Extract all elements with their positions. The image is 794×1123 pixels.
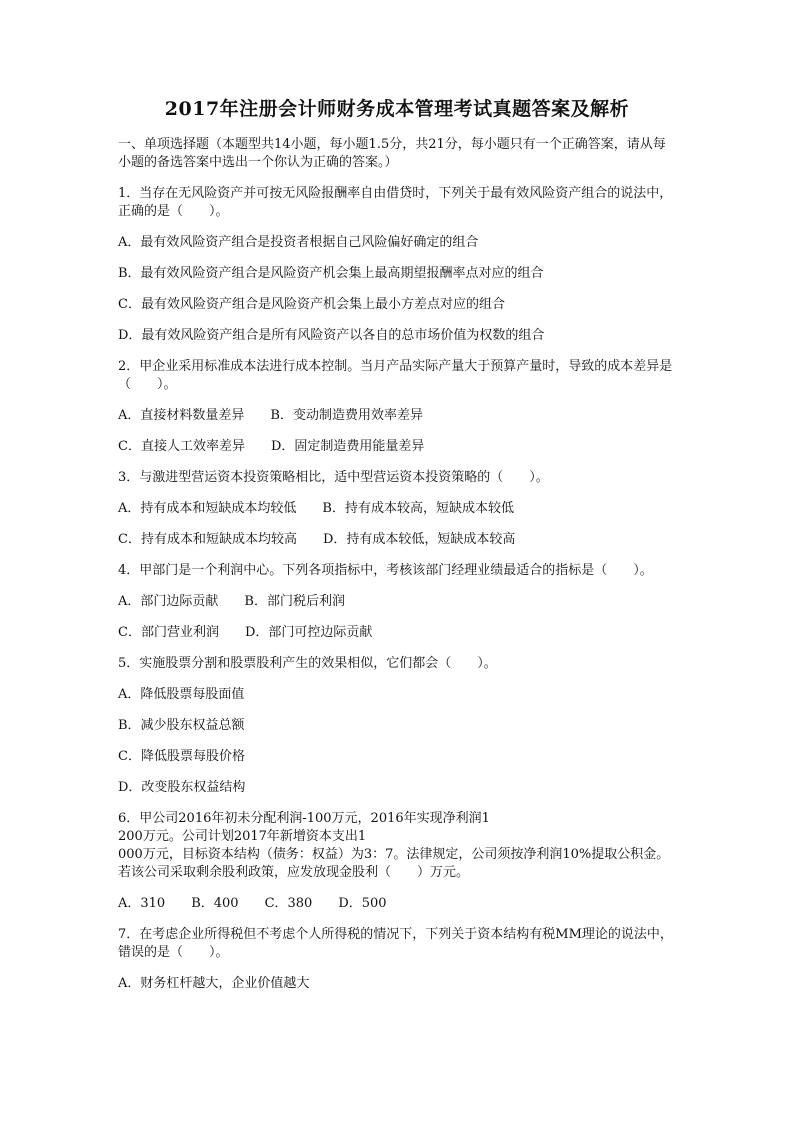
paragraph: 3．与激进型营运资本投资策略相比，适中型营运资本投资策略的（ ）。	[118, 470, 549, 485]
paragraph: A．财务杠杆越大，企业价值越大	[118, 976, 310, 991]
paragraph: A．持有成本和短缺成本均较低 B．持有成本较高，短缺成本较低	[118, 501, 514, 516]
section-intro: 一、单项选择题（本题型共14小题，每小题1.5分，共21分，每小题只有一个正确答案，请从每小题的备选答案中选出一个你认为正确的答案。）	[118, 137, 666, 170]
paragraph-q6-line: 200万元。公司计划2017年新增资本支出1	[118, 829, 367, 844]
paragraph: D．改变股东权益结构	[118, 780, 246, 795]
paragraph: 2．甲企业采用标准成本法进行成本控制。当月产品实际产量大于预算产量时，导致的成本差异是（ ）。	[118, 359, 673, 392]
paragraph: A．最有效风险资产组合是投资者根据自己风险偏好确定的组合	[118, 235, 479, 250]
paragraph: A．310 B．400 C．380 D．500	[118, 896, 387, 911]
paragraph: B．最有效风险资产组合是风险资产机会集上最高期望报酬率点对应的组合	[118, 266, 544, 281]
paragraph: C．降低股票每股价格	[118, 749, 245, 764]
paragraph: 5．实施股票分割和股票股利产生的效果相似，它们都会（ ）。	[118, 656, 497, 671]
paragraph: 4．甲部门是一个利润中心。下列各项指标中，考核该部门经理业绩最适合的指标是（ ）。	[118, 563, 653, 578]
page-title: 2017年注册会计师财务成本管理考试真题答案及解析	[164, 98, 630, 120]
paragraph: A．降低股票每股面值	[118, 687, 245, 702]
paragraph-q6-line: 000万元，目标资本结构（债务：权益）为3：7。法律规定，公司须按净利润10%提取公积金。若该公司采取剩余股利政策，应发放现金股利（ ）万元。	[118, 847, 670, 880]
paragraph-q6-line: 6．甲公司2016年初未分配利润-100万元，2016年实现净利润1	[118, 811, 490, 826]
paragraph: D．最有效风险资产组合是所有风险资产以各自的总市场价值为权数的组合	[118, 328, 545, 343]
paragraph: C．部门营业利润 D．部门可控边际贡献	[118, 625, 373, 640]
paragraph: A．部门边际贡献 B．部门税后利润	[118, 594, 345, 609]
paragraph: C．最有效风险资产组合是风险资产机会集上最小方差点对应的组合	[118, 297, 505, 312]
paragraph: C．直接人工效率差异 D．固定制造费用能量差异	[118, 439, 425, 454]
paragraph: 7．在考虑企业所得税但不考虑个人所得税的情况下，下列关于资本结构有税MM理论的说法中，错误的是（ ）。	[118, 927, 673, 960]
paragraph: A．直接材料数量差异 B．变动制造费用效率差异	[118, 408, 423, 423]
paragraph: 1．当存在无风险资产并可按无风险报酬率自由借贷时，下列关于最有效风险资产组合的说法中，正确的是（ ）。	[118, 186, 673, 219]
paragraph: B．减少股东权益总额	[118, 718, 245, 733]
paragraph: C．持有成本和短缺成本均较高 D．持有成本较低，短缺成本较高	[118, 532, 516, 547]
